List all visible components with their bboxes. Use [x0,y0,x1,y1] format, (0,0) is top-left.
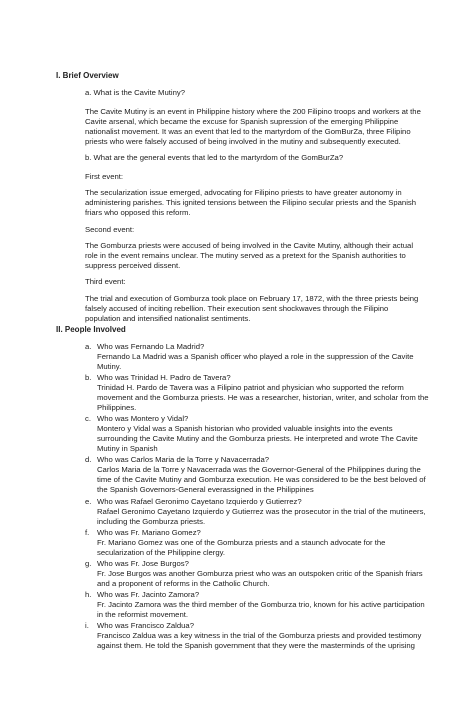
list-marker: g. [85,559,92,568]
list-item-de-la-torre [85,455,430,495]
item-question: Who was Rafael Geronimo Cayetano Izquierdo y Gutierrez? [97,497,302,506]
item-question: Who was Fr. Jose Burgos? [97,559,189,568]
item-question: Who was Fr. Mariano Gomez? [97,528,201,537]
list-marker: e. [85,497,92,506]
list-item-izquierdo [85,497,430,527]
section-title-brief-overview: I. Brief Overview [56,71,119,80]
item-answer: Trinidad H. Pardo de Tavera was a Filipino patriot and physician who supported the reform movement and the Gomburza priests. He was a researcher, historian, writer, and scholar from the Philippines. [97,383,429,413]
item-answer: Fr. Jose Burgos was another Gomburza priest who was an outspoken critic of the Spanish friars and a proponent of reforms in the Catholic Church. [97,569,423,589]
list-marker: d. [85,455,92,464]
list-item-pardo-de-tavera [85,373,430,413]
list-item-burgos [85,559,430,589]
third-event-text: The trial and execution of Gomburza took place on February 17, 1872, with the three priests being falsely accused of inciting rebellion. Their execution sent shockwaves through the Filipino population and intensified nationalist sentiments. [85,294,419,324]
list-marker: i. [85,621,89,630]
item-question: Who was Montero y Vidal? [97,414,189,423]
item-question: Who was Fr. Jacinto Zamora? [97,590,200,599]
list-marker: f. [85,528,90,537]
question-b: b. What are the general events that led to the martyrdom of the GomBurZa? [85,153,344,162]
second-event-label: Second event: [85,225,135,234]
item-answer: Carlos Maria de la Torre y Navacerrada was the Governor-General of the Philippines during the time of the Cavite Mutiny and Gomburza execution. He was considered to be the best beloved of the Spanish Governors-General everassigned in the Philippines [97,465,426,495]
list-marker: c. [85,414,91,423]
third-event-label: Third event: [85,277,126,286]
item-answer: Fernando La Madrid was a Spanish officer who played a role in the suppression of the Cavite Mutiny. [97,352,414,372]
paragraph-cavite-mutiny: The Cavite Mutiny is an event in Philippine history where the 200 Filipino troops and workers at the Cavite arsenal, which became the excuse for Spanish supression of the emerging Philippine nationalist movement. It was an event that led to the martyrdom of the GomBurZa, three Filipino priests who were falsely accused of being involved in the mutiny and subsequently executed. [85,107,421,147]
item-question: Who was Fernando La Madrid? [97,342,205,351]
list-item-zaldua [85,621,430,651]
first-event-text: The secularization issue emerged, advocating for Filipino priests to have greater autonomy in administering parishes. This ignited tensions between the Filipino secular priests and the Spanish friars who opposed this reform. [85,188,417,218]
item-answer: Montero y Vidal was a Spanish historian who provided valuable insights into the events surrounding the Cavite Mutiny and the Gomburza priests. He interpreted and wrote The Cavite Mutiny in Spanish [97,424,418,454]
list-item-zamora [85,590,430,620]
item-answer: Francisco Zaldua was a key witness in the trial of the Gomburza priests and provided testimony against them. He told the Spanish government that they were the masterminds of the uprising [97,631,422,651]
list-item-montero-y-vidal [85,414,430,454]
item-question: Who was Carlos Maria de la Torre y Navacerrada? [97,455,270,464]
list-item-gomez [85,528,430,558]
section-title-people-involved: II. People Involved [56,325,126,334]
first-event-label: First event: [85,172,124,181]
item-answer: Fr. Jacinto Zamora was the third member of the Gomburza trio, known for his active participation in the reformist movement. [97,600,425,620]
item-question: Who was Francisco Zaldua? [97,621,194,630]
list-item-la-madrid [85,342,430,372]
list-marker: a. [85,342,92,351]
second-event-text: The Gomburza priests were accused of being involved in the Cavite Mutiny, although their actual role in the event remains unclear. The mutiny served as a pretext for the Spanish authorities to suppress perceived dissent. [85,241,414,271]
question-a: a. What is the Cavite Mutiny? [85,88,185,97]
item-answer: Fr. Mariano Gomez was one of the Gomburza priests and a staunch advocate for the secularization of the Philippine clergy. [97,538,386,558]
list-marker: b. [85,373,92,382]
item-answer: Rafael Geronimo Cayetano Izquierdo y Gutierrez was the prosecutor in the trial of the mutineers, including the Gomburza priests. [97,507,426,527]
list-marker: h. [85,590,92,599]
item-question: Who was Trinidad H. Padro de Tavera? [97,373,231,382]
